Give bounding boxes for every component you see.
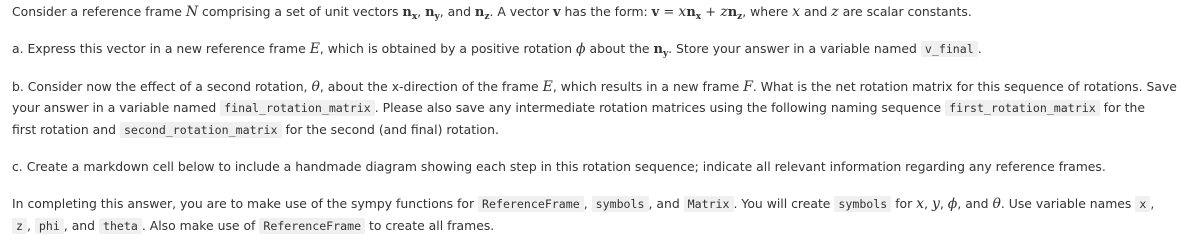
intro-text: has the form:: [560, 4, 652, 19]
instructions-text: for: [891, 196, 917, 211]
code-referenceframe: ReferenceFrame: [259, 218, 365, 234]
math-frame-E: E: [542, 79, 553, 95]
code-z: z: [12, 218, 27, 234]
math-x: x: [792, 4, 801, 20]
part-b-text: . What is the net rotation matrix for this sequence of rotations. Save: [752, 79, 1177, 94]
instructions-text: ,: [583, 196, 592, 211]
math-phi: ϕ: [576, 41, 586, 57]
part-a-text: . Store your answer in a variable named: [668, 41, 921, 56]
instructions-line-1: [12, 196, 1154, 212]
intro-text: . A vector: [489, 4, 554, 19]
part-b-line-2: [12, 100, 1145, 115]
instructions-line-2: [12, 218, 494, 233]
instructions-text: . Use variable names: [1000, 196, 1136, 211]
math-ny: $n_y$: [425, 5, 440, 22]
part-b-line-1: [12, 79, 1177, 95]
part-c-text: c. Create a markdown cell below to include a handmade diagram showing each step in this rotation sequence; indicate all relevant information regarding any reference frames.: [12, 159, 1106, 174]
math-frame-E: E: [309, 41, 320, 57]
math-nx: $n_x$: [402, 5, 418, 22]
instructions-text: , and: [63, 218, 99, 233]
code-second-rotation-matrix: second_rotation_matrix: [120, 122, 282, 138]
math-x: x: [916, 196, 925, 212]
intro-text: ,: [417, 4, 426, 19]
code-phi: phi: [35, 218, 64, 234]
part-b-text: your answer in a variable named: [12, 100, 221, 115]
math-frame-F: F: [743, 79, 753, 95]
math-x: x: [678, 4, 687, 20]
part-a-text: , which is obtained by a positive rotation: [319, 41, 577, 56]
instructions-text: to create all frames.: [365, 218, 495, 233]
math-nx: $n_x$: [686, 5, 702, 22]
code-matrix: Matrix: [684, 196, 734, 212]
part-a-paragraph: [12, 41, 982, 57]
intro-text: , and: [439, 4, 475, 19]
math-v: v: [651, 5, 660, 20]
intro-text: Consider a reference frame: [12, 4, 186, 19]
instructions-text: ,: [939, 196, 948, 211]
intro-paragraph: [12, 4, 972, 20]
math-frame-N: N: [185, 4, 199, 20]
math-nz: $n_z$: [474, 5, 490, 22]
instructions-text: ,: [1150, 196, 1155, 211]
code-theta: theta: [99, 218, 142, 234]
part-b-text: b. Consider now the effect of a second rotation,: [12, 79, 312, 94]
instructions-text: , and: [957, 196, 993, 211]
math-phi: ϕ: [947, 196, 958, 212]
instructions-text: . Also make use of: [141, 218, 260, 233]
math-ny: $n_y$: [653, 42, 669, 59]
math-theta: θ: [992, 196, 1001, 212]
instructions-text: In completing this answer, you are to make use of the sympy functions for: [12, 196, 478, 211]
code-x: x: [1135, 196, 1150, 212]
instructions-text: , and: [648, 196, 684, 211]
part-a-text: .: [977, 41, 982, 56]
math-y: y: [931, 196, 940, 212]
math-z: z: [831, 4, 839, 20]
intro-text: and: [800, 4, 832, 19]
code-v-final: v_final: [921, 41, 978, 57]
intro-text: are scalar constants.: [838, 4, 972, 19]
part-b-text: , about the x-direction of the frame: [319, 79, 543, 94]
math-nz: $n_z$: [727, 5, 743, 22]
code-referenceframe: ReferenceFrame: [478, 196, 584, 212]
math-equals: =: [659, 5, 679, 20]
code-symbols: symbols: [834, 196, 891, 212]
intro-text: , where: [742, 4, 793, 19]
intro-text: comprising a set of unit vectors: [198, 4, 403, 19]
code-symbols: symbols: [592, 196, 649, 212]
part-b-text: , which results in a new frame: [552, 79, 744, 94]
part-c-paragraph: [12, 159, 1106, 174]
part-b-text: for the second (and final) rotation.: [281, 122, 499, 137]
part-b-text: first rotation and: [12, 122, 120, 137]
code-first-rotation-matrix: first_rotation_matrix: [945, 100, 1100, 116]
math-z: z: [720, 4, 728, 20]
math-theta: θ: [311, 79, 320, 95]
part-b-line-3: [12, 122, 499, 137]
part-b-text: . Please also save any intermediate rotation matrices using the following naming sequence: [374, 100, 946, 115]
part-a-text: about the: [585, 41, 654, 56]
part-a-text: a. Express this vector in a new reference frame: [12, 41, 310, 56]
instructions-text: ,: [26, 218, 35, 233]
math-plus: +: [701, 5, 721, 20]
math-v: v: [553, 5, 561, 20]
code-final-rotation-matrix: final_rotation_matrix: [220, 100, 375, 116]
instructions-text: . You will create: [733, 196, 835, 211]
part-b-text: for the: [1099, 100, 1145, 115]
instructions-text: ,: [924, 196, 932, 211]
